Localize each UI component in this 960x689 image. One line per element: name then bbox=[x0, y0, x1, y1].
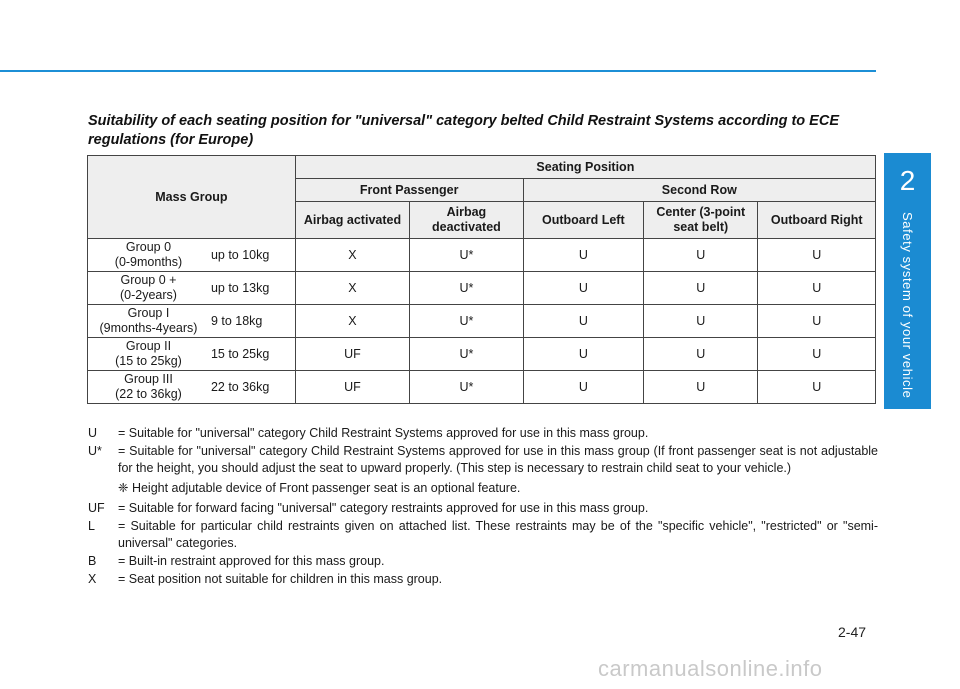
legend-text: = Seat position not suitable for children in this mass group. bbox=[118, 572, 443, 586]
section-title: Suitability of each seating position for "universal" category belted Child Restraint Systems according to ECE regulations (for Europe) bbox=[88, 113, 839, 148]
table-row bbox=[88, 338, 876, 371]
suitability-cell: X bbox=[295, 272, 409, 305]
suitability-cell: U bbox=[758, 239, 876, 272]
legend-code: L bbox=[88, 519, 95, 533]
legend-code: UF bbox=[88, 501, 105, 515]
suitability-cell: U bbox=[758, 371, 876, 404]
suitability-cell: UF bbox=[295, 338, 409, 371]
subheader-cell: Airbag deactivated bbox=[410, 202, 523, 239]
suitability-cell: U bbox=[644, 371, 758, 404]
front-passenger-header: Front Passenger bbox=[295, 179, 523, 202]
suitability-cell: U bbox=[523, 305, 643, 338]
legend-code: B bbox=[88, 554, 97, 568]
group-range: (0-2years) bbox=[119, 288, 177, 302]
legend-item bbox=[88, 518, 878, 552]
suitability-cell: UF bbox=[295, 371, 409, 404]
group-range: (15 to 25kg) bbox=[115, 354, 182, 368]
mass-cell: up to 13kg bbox=[209, 272, 295, 305]
group-name: Group 0 + bbox=[120, 273, 177, 287]
legend-code: X bbox=[88, 572, 97, 586]
suitability-cell: U* bbox=[410, 338, 523, 371]
table-row bbox=[88, 239, 876, 272]
group-range: (22 to 36kg) bbox=[115, 387, 182, 401]
group-cell bbox=[88, 305, 209, 338]
mass-cell: 15 to 25kg bbox=[209, 338, 295, 371]
suitability-cell: U bbox=[523, 371, 643, 404]
suitability-cell: U* bbox=[410, 305, 523, 338]
chapter-number: 2 bbox=[899, 165, 916, 196]
suitability-cell: U* bbox=[410, 272, 523, 305]
group-cell bbox=[88, 272, 209, 305]
suitability-cell: U bbox=[644, 305, 758, 338]
suitability-cell: U bbox=[644, 239, 758, 272]
legend-item bbox=[88, 425, 878, 442]
legend-item bbox=[88, 500, 878, 517]
legend-text: = Suitable for "universal" category Child Restraint Systems approved for use in this mass group. bbox=[118, 426, 649, 440]
legend-item bbox=[88, 571, 878, 588]
suitability-cell: U* bbox=[410, 371, 523, 404]
top-rule bbox=[0, 70, 876, 72]
legend-code: U* bbox=[88, 444, 102, 458]
group-name: Group II bbox=[125, 339, 172, 353]
table-row bbox=[88, 272, 876, 305]
suitability-cell: U* bbox=[410, 239, 523, 272]
suitability-cell: U bbox=[523, 239, 643, 272]
legend-code: U bbox=[88, 426, 98, 440]
subheader-cell: Outboard Right bbox=[758, 202, 876, 239]
suitability-cell: U bbox=[758, 338, 876, 371]
suitability-cell: X bbox=[295, 239, 409, 272]
group-name: Group III bbox=[124, 372, 173, 386]
suitability-cell: X bbox=[295, 305, 409, 338]
mass-cell: up to 10kg bbox=[209, 239, 295, 272]
legend-item bbox=[88, 443, 878, 477]
legend-text: = Suitable for "universal" category Child Restraint Systems approved for use in this mass group (If front passenger seat is not adjustable for the height, you should adjust the seat to upward properly. (This step is necessary to restrain child seat to your vehicle.) bbox=[118, 444, 878, 475]
group-range: (0-9months) bbox=[114, 255, 183, 269]
suitability-cell: U bbox=[523, 272, 643, 305]
watermark: carmanualsonline.info bbox=[598, 656, 823, 681]
seating-position-header: Seating Position bbox=[295, 156, 875, 179]
suitability-cell: U bbox=[758, 305, 876, 338]
suitability-cell: U bbox=[758, 272, 876, 305]
group-cell bbox=[88, 371, 209, 404]
optional-feature-note: ❈ Height adjutable device of Front passenger seat is an optional feature. bbox=[118, 481, 521, 495]
subheader-cell: Airbag activated bbox=[295, 202, 409, 239]
group-name: Group 0 bbox=[125, 240, 172, 254]
subheader-cell: Center (3-point seat belt) bbox=[644, 202, 758, 239]
mass-cell: 22 to 36kg bbox=[209, 371, 295, 404]
group-range: (9months-4years) bbox=[99, 321, 198, 335]
legend-text: = Suitable for particular child restraints given on attached list. These restraints may be of the "specific vehicle", "restricted" or "semi-universal" categories. bbox=[118, 519, 878, 550]
legend-item bbox=[88, 553, 878, 570]
suitability-cell: U bbox=[644, 272, 758, 305]
page-number: 2-47 bbox=[838, 624, 867, 640]
second-row-header: Second Row bbox=[523, 179, 875, 202]
chapter-title bbox=[884, 204, 931, 404]
legend-text: = Suitable for forward facing "universal" category restraints approved for use in this mass group. bbox=[118, 501, 649, 515]
chapter-title-text: Safety system of your vehicle bbox=[900, 212, 915, 399]
mass-cell: 9 to 18kg bbox=[209, 305, 295, 338]
suitability-cell: U bbox=[644, 338, 758, 371]
legend bbox=[88, 425, 878, 589]
suitability-cell: U bbox=[523, 338, 643, 371]
seating-position-table bbox=[87, 155, 876, 404]
group-name: Group I bbox=[127, 306, 170, 320]
table-row bbox=[88, 305, 876, 338]
group-cell bbox=[88, 239, 209, 272]
table-row bbox=[88, 371, 876, 404]
group-cell bbox=[88, 338, 209, 371]
subheader-cell: Outboard Left bbox=[523, 202, 643, 239]
legend-text: = Built-in restraint approved for this mass group. bbox=[118, 554, 385, 568]
mass-group-header: Mass Group bbox=[88, 156, 296, 239]
